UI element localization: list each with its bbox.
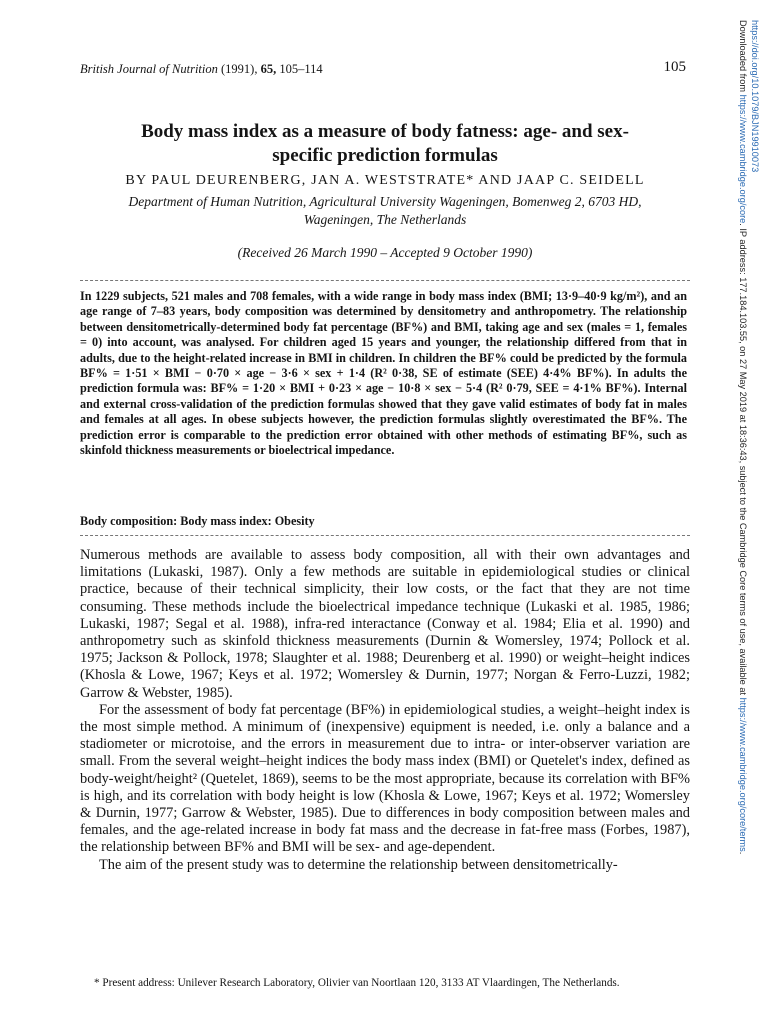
abstract-bottom-rule: [80, 535, 690, 536]
received-dates: (Received 26 March 1990 – Accepted 9 October 1990): [237, 245, 533, 260]
footnote-mark: *: [94, 977, 100, 989]
body-paragraph-2: For the assessment of body fat percentage (BF%) in epidemiological studies, a weight–height index is the most simple method. A minimum of (inexpensive) equipment is needed, i.e. only a balance and a stadiometer or microtoise, and the errors in measurement due to intra- or inter-observer variation are small. From the several weight–height indices the body mass index (BMI) or Quetelet's index, defined as body-weight/height² (Quetelet, 1869), seems to be the most appropriate, because its correlation with BF% is high, and its correlation with body height is low (Khosla & Lowe, 1967; Keys et al. 1972; Womersley & Durnin, 1977; Garrow & Webster, 1985). Due to differences in body composition between males and females, and the age-related increase in body fat mass and the decrease in fat-free mass (Forbes, 1987), the relationship between BF% and BMI will be sex- and age-dependent.: [80, 701, 690, 856]
download-prefix: Downloaded from: [738, 20, 748, 95]
abstract-top-rule: [80, 280, 690, 281]
download-link[interactable]: https://www.cambridge.org/core: [738, 94, 748, 224]
download-notice: [736, 20, 749, 1000]
affiliation-line-2: Wageningen, The Netherlands: [303, 212, 467, 227]
title-line-2: specific prediction formulas: [272, 145, 498, 166]
download-suffix: .: [738, 851, 748, 855]
download-details: . IP address: 177.184.103.55, on 27 May 2019 at 18:36:43, subject to the Cambridge Core terms of use, available at: [738, 223, 748, 698]
title-line-1: Body mass index as a measure of body fatness: age- and sex-: [141, 121, 629, 142]
terms-link[interactable]: https://www.cambridge.org/core/terms: [738, 697, 748, 852]
footnote-text: Present address: Unilever Research Laboratory, Olivier van Noortlaan 120, 3133 AT Vlaardingen, The Netherlands.: [102, 977, 620, 989]
page-number: 105: [663, 59, 686, 75]
author-list: BY PAUL DEURENBERG, JAN A. WESTSTRATE* AND JAAP C. SEIDELL: [125, 173, 645, 188]
body-paragraph-3: The aim of the present study was to determine the relationship between densitometrically-: [99, 856, 618, 873]
affiliation: [110, 193, 660, 229]
journal-year: (1991),: [221, 62, 258, 76]
journal-name: British Journal of Nutrition: [80, 62, 218, 76]
doi-link[interactable]: https://doi.org/10.1079/BJN19910073: [750, 20, 760, 173]
running-head: [80, 61, 690, 77]
journal-volume: 65,: [260, 62, 277, 76]
body-paragraph-1: Numerous methods are available to assess body composition, all with their own advantages and limitations (Lukaski, 1987). Only a few methods are suitable in epidemiological studies or clinical practice, because of their technical simplicity, their low costs, or the fact that they are not time consuming. These methods include the bioelectrical impedance technique (Lukaski et al. 1985, 1986; Lukaski, 1987; Segal et al. 1988), infra-red interactance (Conway et al. 1984; Elia et al. 1990) and anthropometry such as skinfold thickness measurements (Durnin & Womersley, 1974; Pollock et al. 1975; Jackson & Pollock, 1978; Slaughter et al. 1988; Deurenberg et al. 1990) or weight–height indices (Khosla & Lowe, 1967; Keys et al. 1972; Womersley & Durnin, 1977; Norgan & Ferro-Luzzi, 1982; Garrow & Webster, 1985).: [80, 547, 690, 701]
affiliation-line-1: Department of Human Nutrition, Agricultural University Wageningen, Bomenweg 2, 6703 HD,: [128, 194, 642, 209]
footnote: [80, 976, 688, 990]
journal-pages: 105–114: [279, 62, 323, 76]
body-text: [80, 547, 690, 874]
abstract-text: In 1229 subjects, 521 males and 708 females, with a wide range in body mass index (BMI; 13·9–40·9 kg/m²), and an age range of 7–83 years, body composition was determined by densitometry and anthropometry. The relationship between densitometrically-determined body fat percentage (BF%) and BMI, taking age and sex (males = 1, females = 0) into account, was analysed. For children aged 15 years and younger, the relationship differed from that in adults, due to the height-related increase in BMI in children. In children the BF% could be predicted by the formula BF% = 1·51 × BMI − 0·70 × age − 3·6 × sex + 1·4 (R² 0·38, SE of estimate (SEE) 4·4% BF%). In adults the prediction formula was: BF% = 1·20 × BMI + 0·23 × age − 10·8 × sex − 5·4 (R² 0·79, SEE = 4·1% BF%). Internal and external cross-validation of the prediction formulas showed that they gave valid estimates of body fat in males and females at all ages. In obese subjects however, the prediction formulas slightly overestimated the BF%. The prediction error is comparable to the prediction error obtained with other methods of estimating BF%, such as skinfold thickness measurements or bioelectrical impedance.: [80, 289, 687, 458]
keywords: Body composition: Body mass index: Obesity: [80, 514, 315, 528]
article-title: [80, 120, 690, 168]
